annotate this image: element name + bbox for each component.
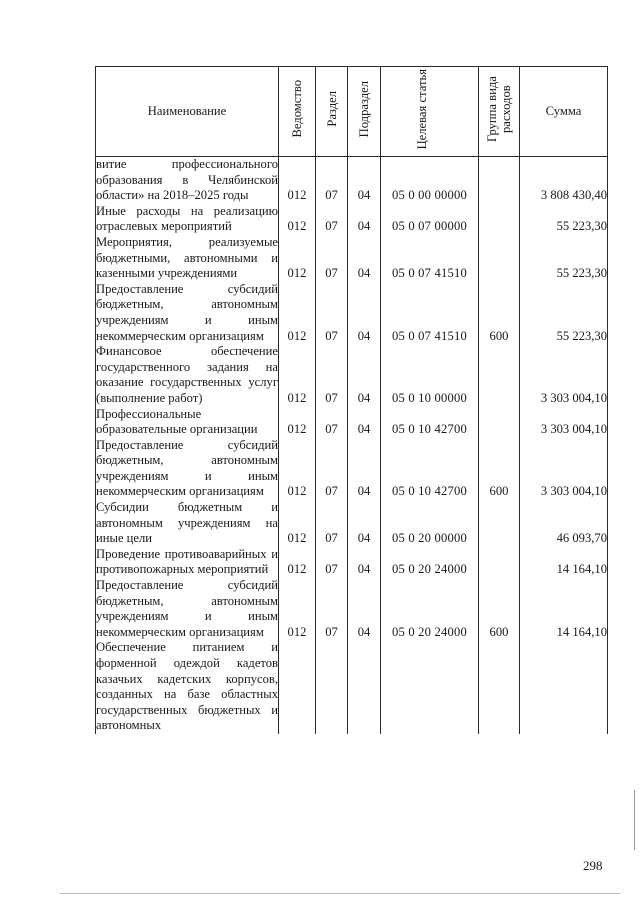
row-expense-group	[479, 547, 520, 578]
table-row-continued	[96, 640, 608, 734]
row-name: Предоставление субсидий бюджетным, автономным учреждениям и иным некоммерческим организациям	[96, 437, 278, 499]
row-department: 012	[279, 438, 316, 500]
row-subsection: 04	[348, 282, 381, 344]
row-section	[316, 640, 348, 734]
table-row	[96, 500, 608, 547]
row-department: 012	[279, 235, 316, 282]
row-amount: 3 303 004,10	[520, 344, 608, 406]
scan-bottom-line	[60, 893, 620, 894]
row-subsection: 04	[348, 157, 381, 204]
header-name: Наименование	[96, 67, 279, 157]
row-section: 07	[316, 157, 348, 204]
row-target-item: 05 0 10 42700	[381, 438, 479, 500]
row-amount: 3 303 004,10	[520, 407, 608, 438]
budget-table	[95, 66, 608, 734]
row-expense-group	[479, 157, 520, 204]
row-department: 012	[279, 407, 316, 438]
row-amount: 14 164,10	[520, 547, 608, 578]
header-subsection: Подраздел	[348, 67, 381, 157]
row-subsection: 04	[348, 438, 381, 500]
table-row	[96, 204, 608, 235]
row-section: 07	[316, 204, 348, 235]
table-row	[96, 282, 608, 344]
table-header-row	[96, 67, 608, 157]
row-amount: 55 223,30	[520, 204, 608, 235]
row-expense-group	[479, 500, 520, 547]
header-target-item: Целевая статья	[381, 67, 479, 157]
row-name: Предоставление субсидий бюджетным, автономным учреждениям и иным некоммерческим организациям	[96, 281, 278, 343]
row-section: 07	[316, 500, 348, 547]
row-department: 012	[279, 157, 316, 204]
row-expense-group: 600	[479, 578, 520, 640]
row-target-item: 05 0 20 24000	[381, 578, 479, 640]
table-row	[96, 438, 608, 500]
row-subsection: 04	[348, 578, 381, 640]
row-target-item: 05 0 10 00000	[381, 344, 479, 406]
row-expense-group	[479, 640, 520, 734]
row-expense-group	[479, 344, 520, 406]
header-expense-group: Группа вида расходов	[479, 67, 520, 157]
row-name: Предоставление субсидий бюджетным, автономным учреждениям и иным некоммерческим организациям	[96, 578, 278, 639]
table-row	[96, 344, 608, 406]
row-name: Финансовое обеспечение государственного задания на оказание государственных услуг (выполнение работ)	[96, 344, 278, 405]
row-department: 012	[279, 547, 316, 578]
row-section: 07	[316, 547, 348, 578]
table-row	[96, 407, 608, 438]
row-target-item: 05 0 07 41510	[381, 235, 479, 282]
row-amount	[520, 640, 608, 734]
row-target-item: 05 0 10 42700	[381, 407, 479, 438]
row-subsection: 04	[348, 500, 381, 547]
row-target-item: 05 0 07 41510	[381, 282, 479, 344]
row-name: Профессиональные образовательные организации	[96, 407, 279, 438]
row-section: 07	[316, 438, 348, 500]
page-number: 298	[583, 858, 603, 873]
row-target-item: 05 0 20 00000	[381, 500, 479, 547]
row-department: 012	[279, 500, 316, 547]
row-subsection: 04	[348, 235, 381, 282]
scan-edge-line	[634, 790, 635, 850]
row-expense-group	[479, 204, 520, 235]
row-expense-group	[479, 407, 520, 438]
table-row	[96, 547, 608, 578]
row-target-item: 05 0 00 00000	[381, 157, 479, 204]
row-expense-group: 600	[479, 438, 520, 500]
row-subsection: 04	[348, 344, 381, 406]
row-department: 012	[279, 578, 316, 640]
row-department: 012	[279, 344, 316, 406]
row-name: витие профессионального образования в Челябинской области» на 2018–2025 годы	[96, 157, 278, 203]
row-amount: 46 093,70	[520, 500, 608, 547]
table-row	[96, 157, 608, 204]
row-subsection: 04	[348, 204, 381, 235]
row-section: 07	[316, 282, 348, 344]
row-name: Мероприятия, реализуемые бюджетными, автономными и казенными учреждениями	[96, 234, 278, 281]
table-row	[96, 578, 608, 640]
row-amount: 14 164,10	[520, 578, 608, 640]
row-name: Проведение противоаварийных и противопожарных мероприятий	[96, 546, 278, 577]
header-department: Ведомство	[279, 67, 316, 157]
row-name: Обеспечение питанием и форменной одеждой кадетов казачьих кадетских корпусов, созданных на базе областных государственных бюджетных и автономных	[96, 640, 278, 733]
row-amount: 55 223,30	[520, 235, 608, 282]
row-section: 07	[316, 407, 348, 438]
row-department: 012	[279, 282, 316, 344]
row-target-item: 05 0 07 00000	[381, 204, 479, 235]
row-name: Субсидии бюджетным и автономным учреждениям на иные цели	[96, 500, 278, 546]
row-expense-group: 600	[479, 282, 520, 344]
row-target-item	[381, 640, 479, 734]
row-subsection	[348, 640, 381, 734]
row-subsection: 04	[348, 407, 381, 438]
row-subsection: 04	[348, 547, 381, 578]
row-expense-group	[479, 235, 520, 282]
row-name: Иные расходы на реализацию отраслевых мероприятий	[96, 203, 278, 234]
row-section: 07	[316, 344, 348, 406]
row-amount: 3 303 004,10	[520, 438, 608, 500]
row-department: 012	[279, 204, 316, 235]
row-amount: 55 223,30	[520, 282, 608, 344]
row-section: 07	[316, 235, 348, 282]
row-department	[279, 640, 316, 734]
table-row	[96, 235, 608, 282]
row-target-item: 05 0 20 24000	[381, 547, 479, 578]
row-section: 07	[316, 578, 348, 640]
row-amount: 3 808 430,40	[520, 157, 608, 204]
header-section: Раздел	[316, 67, 348, 157]
header-amount: Сумма	[520, 67, 608, 157]
